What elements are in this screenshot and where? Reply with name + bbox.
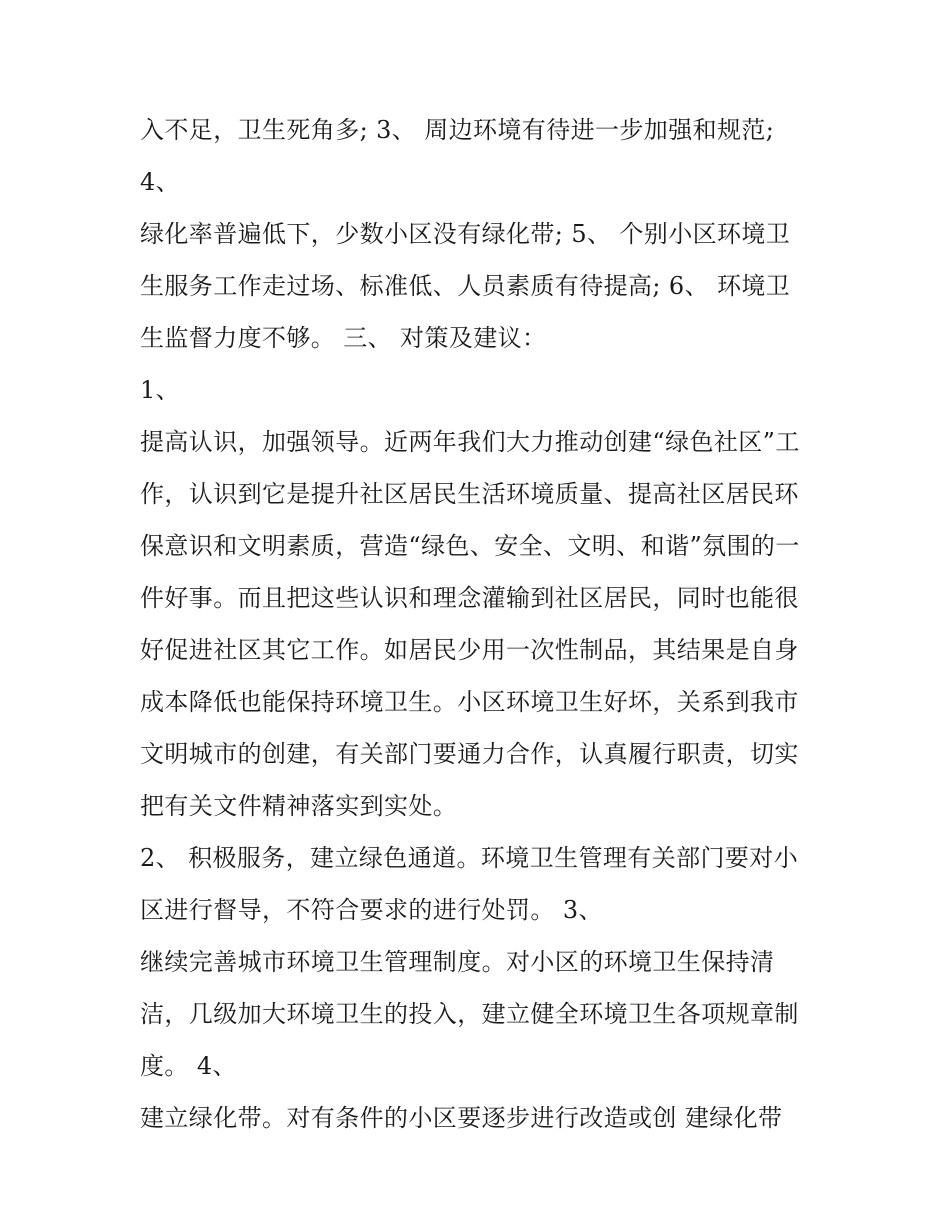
text-line: 4、 (140, 168, 181, 196)
text-line: 建立绿化带。对有条件的小区要逐步进行改造或创 建绿化带 (140, 1104, 783, 1132)
text-line: 好促进社区其它工作。如居民少用一次性制品，其结果是自身 (140, 636, 799, 664)
text-line: 成本降低也能保持环境卫生。小区环境卫生好坏，关系到我市 (140, 688, 799, 716)
text-line: 继续完善城市环境卫生管理制度。对小区的环境卫生保持清 (140, 948, 775, 976)
text-line: 1、 (140, 376, 181, 404)
body-text (140, 104, 820, 1144)
text-line: 度。 4、 (140, 1052, 237, 1080)
text-line: 作，认识到它是提升社区居民生活环境质量、提高社区居民环 (140, 480, 799, 508)
text-line: 文明城市的创建，有关部门要通力合作，认真履行职责，切实 (140, 740, 799, 768)
text-line: 2、 积极服务，建立绿色通道。环境卫生管理有关部门要对小 (140, 844, 799, 872)
text-line: 绿化率普遍低下，少数小区没有绿化带; 5、 个别小区环境卫 (140, 220, 791, 248)
text-line: 洁，几级加大环境卫生的投入，建立健全环境卫生各项规章制 (140, 1000, 799, 1028)
text-line: 生监督力度不够。 三、 对策及建议： (140, 324, 547, 352)
text-line: 生服务工作走过场、标准低、人员素质有待提高; 6、 环境卫 (140, 272, 791, 300)
text-line: 把有关文件精神落实到实处。 (140, 792, 458, 820)
text-line: 提高认识，加强领导。近两年我们大力推动创建“绿色社区”工 (140, 428, 800, 456)
text-line: 保意识和文明素质，营造“绿色、安全、文明、和谐”氛围的一 (140, 532, 800, 560)
text-line: 件好事。而且把这些认识和理念灌输到社区居民，同时也能很 (140, 584, 799, 612)
text-line: 入不足，卫生死角多; 3、 周边环境有待进一步加强和规范; (140, 116, 775, 144)
text-line: 区进行督导，不符合要求的进行处罚。 3、 (140, 896, 603, 924)
